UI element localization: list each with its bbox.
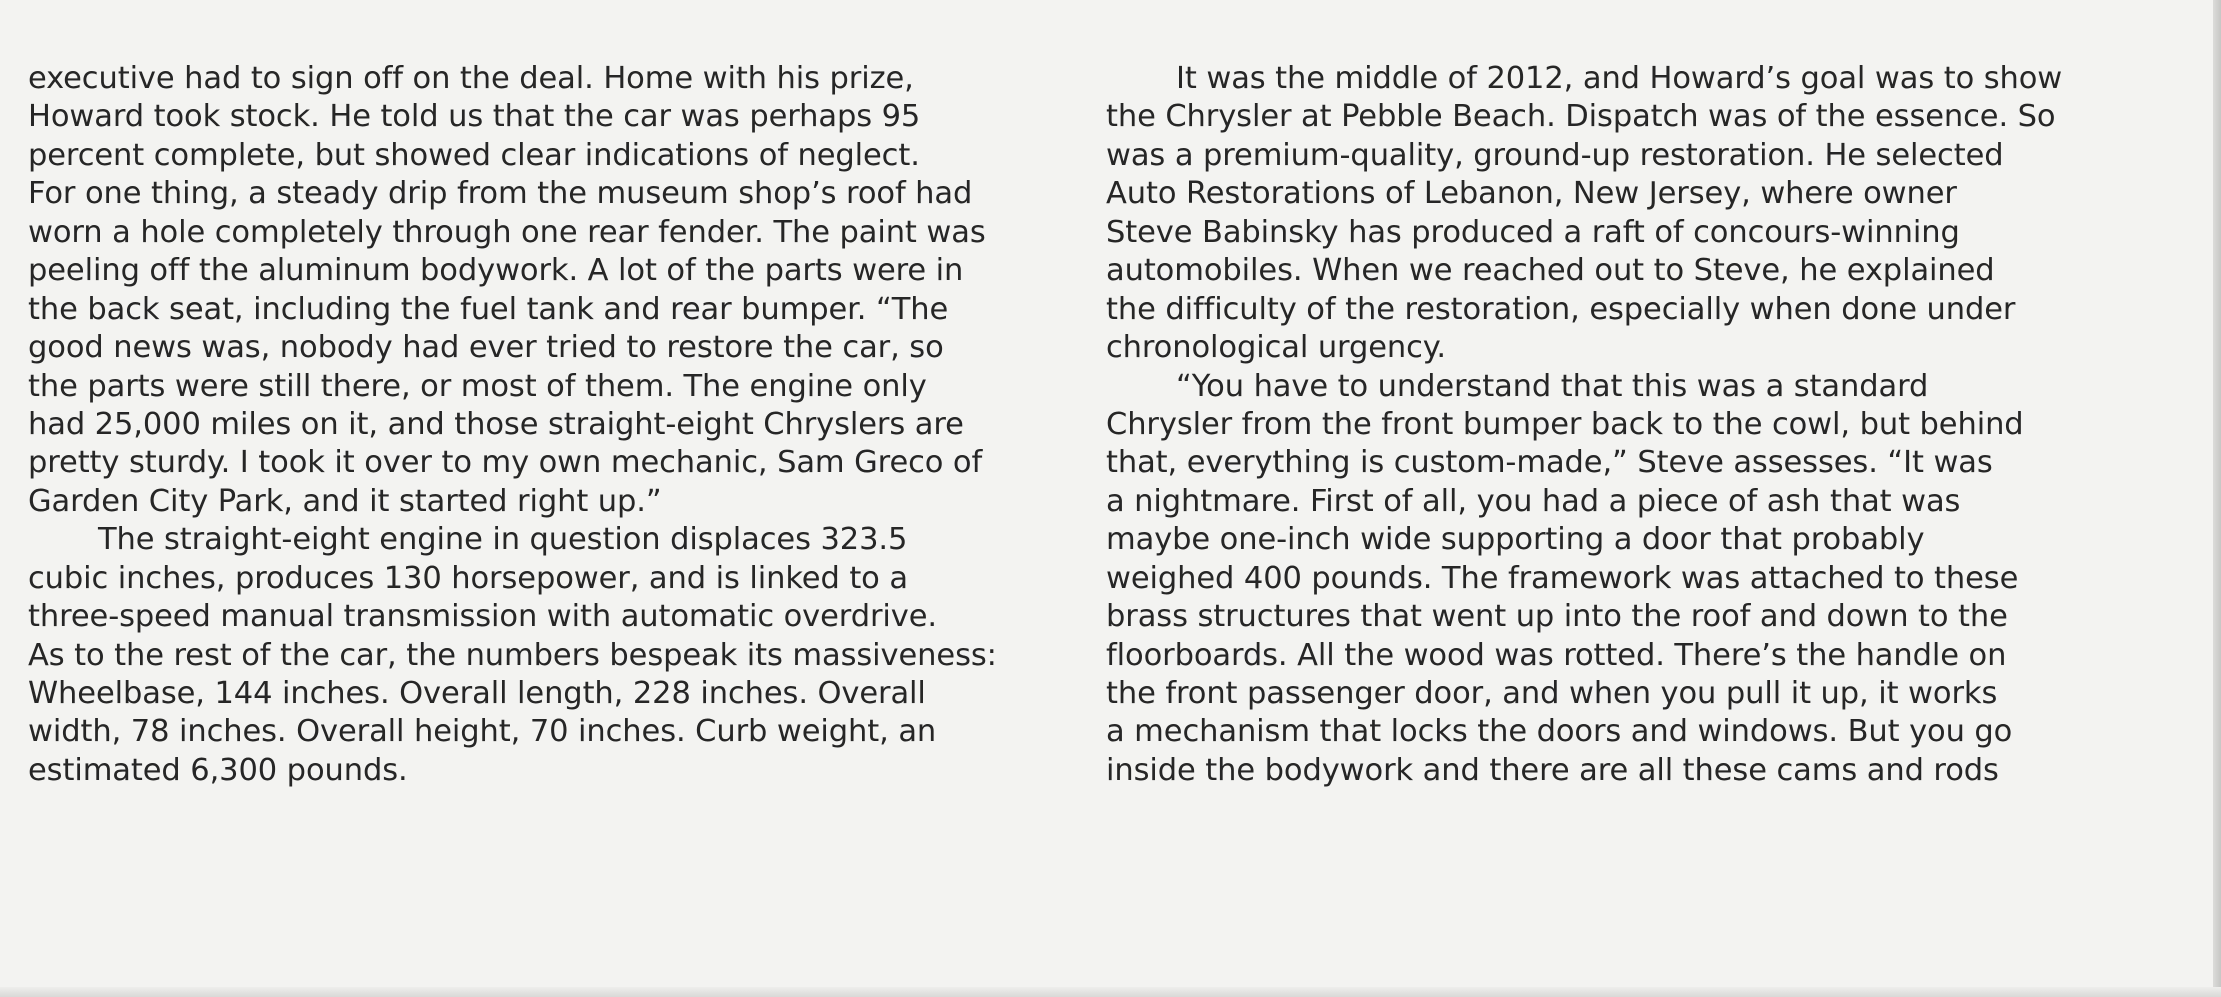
text-line: good news was, nobody had ever tried to restore the car, so bbox=[28, 330, 944, 366]
text-line: was a premium-quality, ground-up restoration. He selected bbox=[1106, 137, 2004, 173]
text-line: Garden City Park, and it started right up.” bbox=[28, 483, 662, 519]
text-line: Wheelbase, 144 inches. Overall length, 228 inches. Overall bbox=[28, 676, 926, 711]
text-line: the Chrysler at Pebble Beach. Dispatch was of the essence. So bbox=[1106, 99, 2056, 135]
text-line: a mechanism that locks the doors and windows. But you go bbox=[1106, 714, 2013, 750]
text-line: Howard took stock. He told us that the car was perhaps 95 bbox=[28, 99, 921, 135]
text-line: pretty sturdy. I took it over to my own mechanic, Sam Greco of bbox=[28, 445, 983, 481]
right-text-column bbox=[1106, 60, 2191, 790]
text-line: For one thing, a steady drip from the museum shop’s roof had bbox=[28, 176, 973, 212]
text-line: chronological urgency. bbox=[1106, 330, 1446, 366]
text-line: maybe one-inch wide supporting a door that probably bbox=[1106, 522, 1925, 558]
text-line: cubic inches, produces 130 horsepower, and is linked to a bbox=[28, 560, 908, 596]
text-line: peeling off the aluminum bodywork. A lot of the parts were in bbox=[28, 253, 964, 289]
text-line: width, 78 inches. Overall height, 70 inches. Curb weight, an bbox=[28, 714, 937, 750]
page-edge-shadow bbox=[2213, 0, 2221, 997]
text-line: executive had to sign off on the deal. Home with his prize, bbox=[28, 61, 914, 96]
text-line: percent complete, but showed clear indications of neglect. bbox=[28, 137, 920, 173]
text-line: As to the rest of the car, the numbers bespeak its massiveness: bbox=[28, 637, 997, 673]
text-line: worn a hole completely through one rear fender. The paint was bbox=[28, 214, 986, 250]
text-line: Chrysler from the front bumper back to the cowl, but behind bbox=[1106, 406, 2024, 442]
text-line: Steve Babinsky has produced a raft of concours-winning bbox=[1106, 214, 1960, 250]
text-line: that, everything is custom-made,” Steve assesses. “It was bbox=[1106, 445, 1993, 481]
text-line: estimated 6,300 pounds. bbox=[28, 752, 408, 788]
text-line: the front passenger door, and when you pull it up, it works bbox=[1106, 676, 1998, 711]
paragraph-start-line: The straight-eight engine in question displaces 323.5 bbox=[98, 522, 908, 558]
text-line: three-speed manual transmission with automatic overdrive. bbox=[28, 599, 937, 635]
text-line: had 25,000 miles on it, and those straight-eight Chryslers are bbox=[28, 406, 964, 442]
text-line: the parts were still there, or most of them. The engine only bbox=[28, 368, 927, 404]
text-line: inside the bodywork and there are all these cams and rods bbox=[1106, 752, 1999, 788]
left-text-column bbox=[28, 60, 1073, 790]
paragraph-start-line: “You have to understand that this was a standard bbox=[1176, 368, 1929, 404]
text-line: the difficulty of the restoration, especially when done under bbox=[1106, 291, 2016, 327]
page-bottom-shadow bbox=[0, 987, 2221, 997]
text-line: the back seat, including the fuel tank and rear bumper. “The bbox=[28, 291, 949, 327]
text-line: floorboards. All the wood was rotted. There’s the handle on bbox=[1106, 637, 2007, 673]
text-line: weighed 400 pounds. The framework was attached to these bbox=[1106, 560, 2019, 596]
text-line: automobiles. When we reached out to Steve, he explained bbox=[1106, 253, 1995, 289]
paragraph-start-line: It was the middle of 2012, and Howard’s goal was to show bbox=[1176, 61, 2063, 96]
text-line: a nightmare. First of all, you had a piece of ash that was bbox=[1106, 483, 1961, 519]
text-line: Auto Restorations of Lebanon, New Jersey, where owner bbox=[1106, 176, 1957, 212]
text-line: brass structures that went up into the roof and down to the bbox=[1106, 599, 2008, 635]
